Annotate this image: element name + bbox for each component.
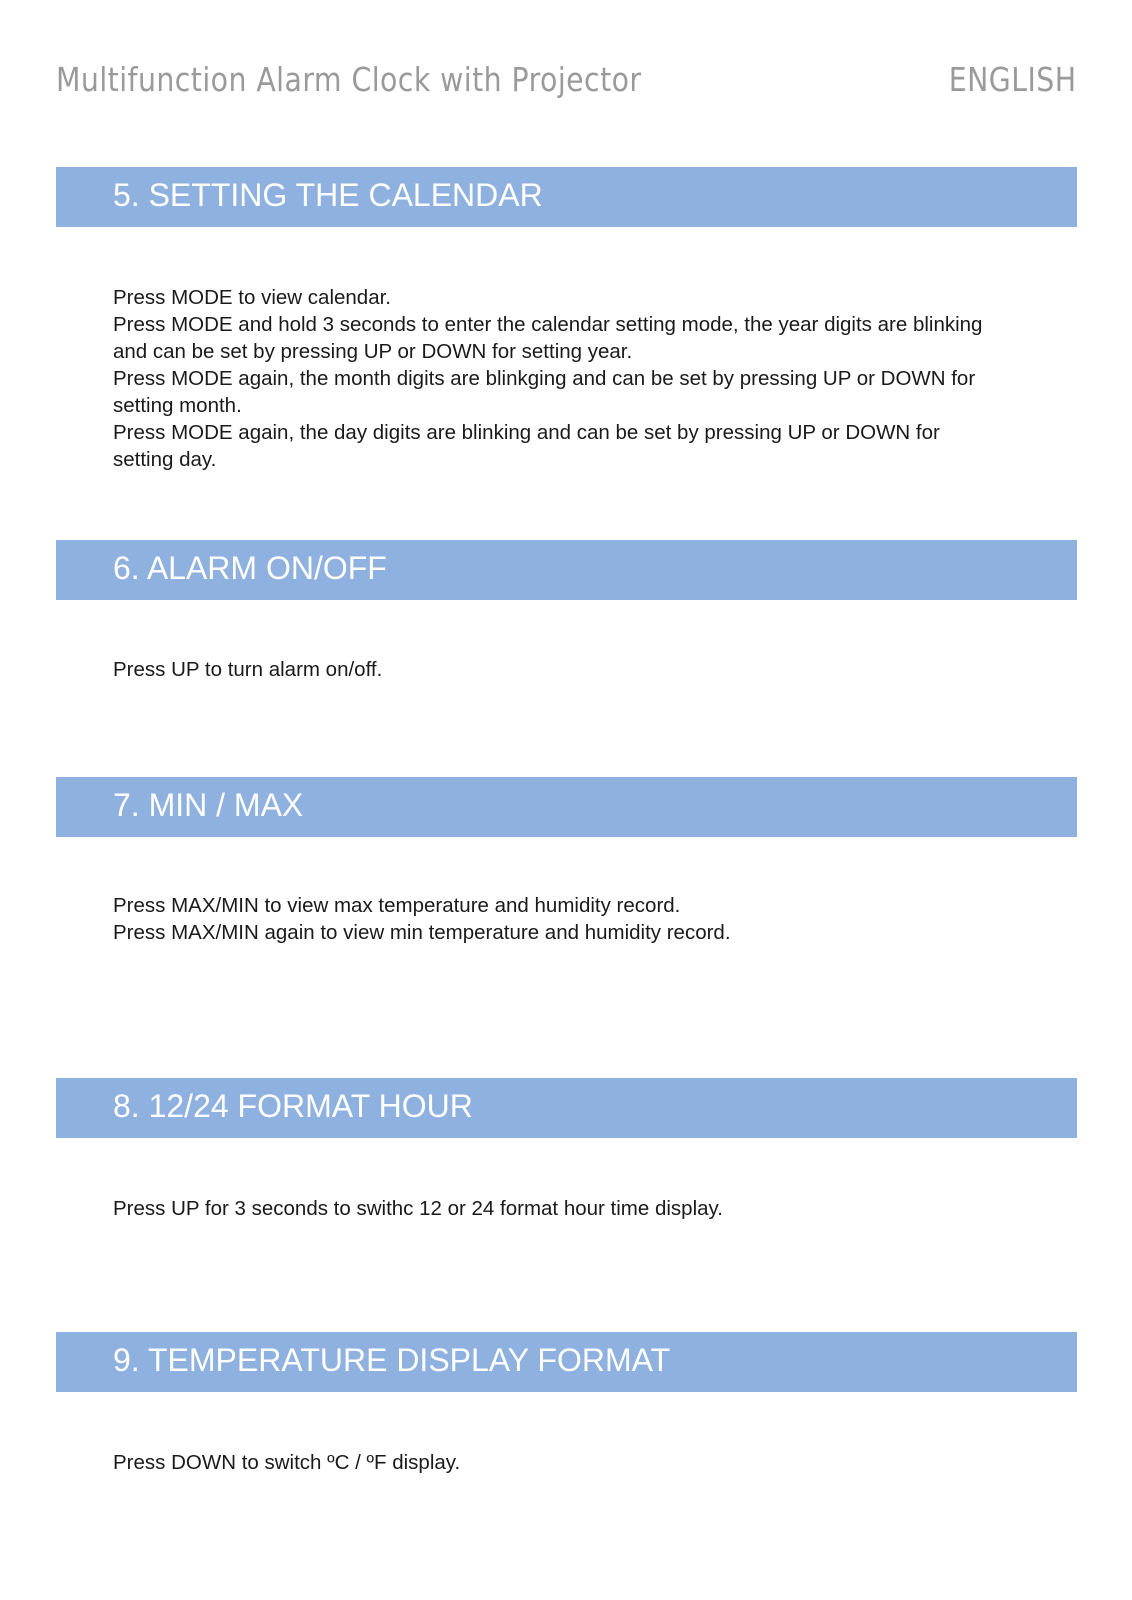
document-title: Multifunction Alarm Clock with Projector [56, 60, 642, 99]
section-header-calendar [56, 167, 1077, 227]
paragraph: Press MAX/MIN to view max temperature and humidity record. [113, 894, 681, 917]
section-header-minmax [56, 777, 1077, 837]
section-header-alarm [56, 540, 1077, 600]
section-header-format-hour [56, 1078, 1077, 1138]
section-body-temperature [113, 1449, 1003, 1476]
section-body-format-hour [113, 1195, 1003, 1222]
paragraph: Press MODE to view calendar. [113, 286, 391, 309]
section-heading: 7. MIN / MAX [113, 787, 304, 823]
language-label: ENGLISH [948, 60, 1076, 99]
section-header-temperature [56, 1332, 1077, 1392]
section-body-minmax [113, 892, 1003, 946]
section-body-alarm [113, 656, 1003, 683]
paragraph: Press MAX/MIN again to view min temperature and humidity record. [113, 921, 731, 944]
section-body-calendar [113, 284, 1003, 473]
section-heading: 5. SETTING THE CALENDAR [113, 177, 543, 213]
paragraph: Press MODE again, the month digits are blinkging and can be set by pressing UP or DOWN for setting month. [113, 367, 976, 417]
paragraph: Press UP to turn alarm on/off. [113, 658, 383, 681]
section-heading: 6. ALARM ON/OFF [113, 550, 387, 586]
paragraph: Press MODE and hold 3 seconds to enter the calendar setting mode, the year digits are blinking and can be set by pressing UP or DOWN for setting year. [113, 313, 983, 363]
section-heading: 8. 12/24 FORMAT HOUR [113, 1088, 473, 1124]
paragraph: Press UP for 3 seconds to swithc 12 or 24 format hour time display. [113, 1197, 723, 1220]
paragraph: Press DOWN to switch ºC / ºF display. [113, 1451, 461, 1474]
section-heading: 9. TEMPERATURE DISPLAY FORMAT [113, 1342, 671, 1378]
paragraph: Press MODE again, the day digits are blinking and can be set by pressing UP or DOWN for setting day. [113, 421, 940, 471]
